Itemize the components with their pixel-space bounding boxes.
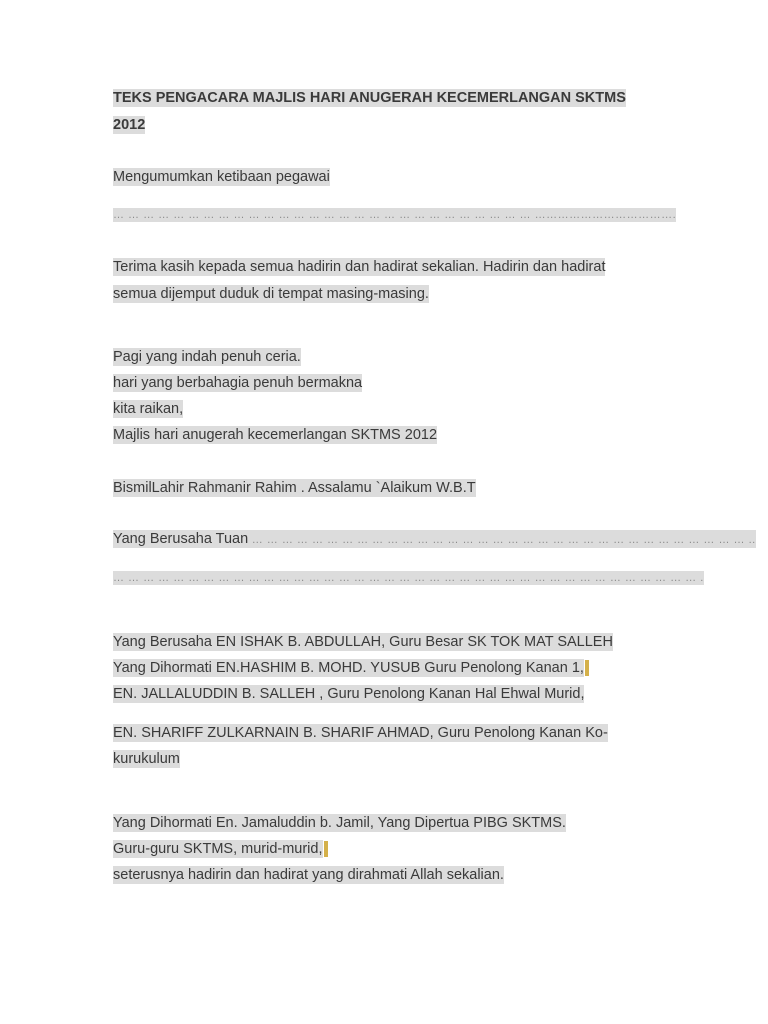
greet-line-3: [113, 685, 584, 703]
thanks-line-1: [113, 258, 605, 276]
greet-text-3: EN. JALLALUDDIN B. SALLEH , Guru Penolong Kanan Hal Ehwal Murid,: [113, 686, 585, 702]
thanks-text-2: semua dijemput duduk di tempat masing-masing.: [113, 286, 429, 302]
final-line-1: [113, 814, 566, 832]
final-text-1: Yang Dihormati En. Jamaluddin b. Jamil, Yang Dipertua PIBG SKTMS.: [113, 815, 566, 831]
bismillah-line: [113, 479, 476, 497]
yb-line: [113, 530, 756, 549]
text-cursor-mark-2: [324, 841, 328, 857]
doc-title-year: 2012: [113, 117, 146, 133]
poem-text-4: Majlis hari anugerah kecemerlangan SKTMS 2012: [113, 427, 438, 443]
doc-title-text: TEKS PENGACARA MAJLIS HARI ANUGERAH KECEMERLANGAN SKTMS: [113, 90, 626, 106]
announce-line: [113, 168, 330, 186]
final-text-2: Guru-guru SKTMS, murid-murid,: [113, 841, 323, 857]
poem-text-1: Pagi yang indah penuh ceria.: [113, 349, 301, 365]
dots-text-2: … … … … … … … … … … … … … … … … … … … … … … … … … … … … … … … … … … … … … … … .: [113, 572, 704, 584]
greet-line-4: [113, 724, 608, 742]
poem-line-4: [113, 426, 437, 444]
yb-dots-text: … … … … … … … … … … … … … … … … … … … … … … … … … … … … … … … … … ..: [248, 534, 756, 546]
thanks-text-1: Terima kasih kepada semua hadirin dan hadirat sekalian. Hadirin dan hadirat: [113, 259, 606, 275]
doc-title-line-2: [113, 116, 145, 134]
yb-prefix-text: Yang Berusaha Tuan: [113, 531, 249, 547]
greet-text-2: Yang Dihormati EN.HASHIM B. MOHD. YUSUB Guru Penolong Kanan 1,: [113, 660, 584, 676]
dots-line-2: [113, 569, 704, 587]
bismillah-text: BismilLahir Rahmanir Rahim . Assalamu `Alaikum W.B.T: [113, 480, 476, 496]
final-line-3: [113, 866, 504, 884]
poem-line-2: [113, 374, 362, 392]
poem-text-3: kita raikan,: [113, 401, 184, 417]
final-text-3: seterusnya hadirin dan hadirat yang dirahmati Allah sekalian.: [113, 867, 504, 883]
greet-text-4: EN. SHARIFF ZULKARNAIN B. SHARIF AHMAD, Guru Penolong Kanan Ko-: [113, 725, 608, 741]
poem-line-3: [113, 400, 183, 418]
text-cursor-mark: [585, 660, 589, 676]
greet-line-1: [113, 633, 613, 651]
poem-line-1: [113, 348, 301, 366]
announce-text: Mengumumkan ketibaan pegawai: [113, 169, 330, 185]
dots-line-1: [113, 206, 676, 224]
final-line-2: [113, 840, 328, 858]
dots-text-1: … … … … … … … … … … … … … … … … … … … … … … … … … … … … ……………………………….: [113, 209, 677, 221]
greet-line-2: [113, 659, 589, 677]
doc-title-line-1: [113, 89, 626, 107]
greet-text-5: kurukulum: [113, 751, 180, 767]
poem-text-2: hari yang berbahagia penuh bermakna: [113, 375, 363, 391]
greet-text-1: Yang Berusaha EN ISHAK B. ABDULLAH, Guru Besar SK TOK MAT SALLEH: [113, 634, 613, 650]
thanks-line-2: [113, 285, 429, 303]
greet-line-5: [113, 750, 180, 768]
